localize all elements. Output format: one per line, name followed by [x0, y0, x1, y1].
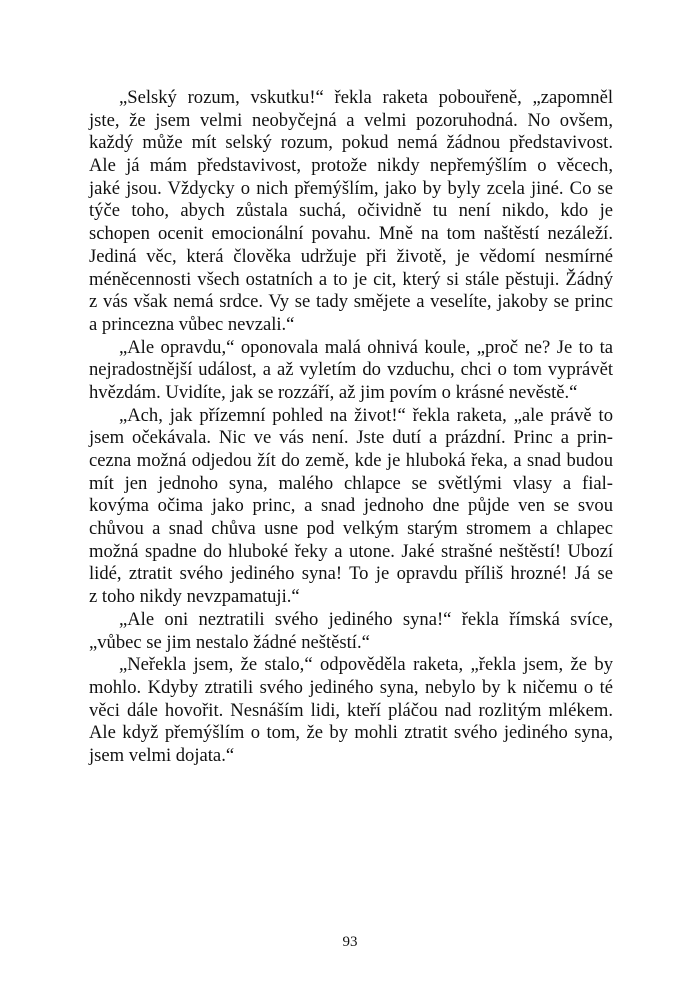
text-line: Ale já mám představivost, protože nikdy nepřemýšlím o věcech, [89, 155, 613, 177]
text-line: mít jen jednoho syna, malého chlapce se světlými vlasy a fial- [89, 472, 613, 494]
text-line: mohlo. Kdyby ztratili svého jediného syna, nebylo by k ničemu o té [89, 676, 613, 698]
body-text [89, 87, 613, 768]
text-line: a princezna vůbec nevzali.“ [89, 313, 295, 335]
text-line: chůvou a snad chůva usne pod velkým starým stromem a chlapec [89, 518, 613, 540]
text-line: z vás však nemá srdce. Vy se tady smějete a veselíte, jakoby se princ [89, 291, 613, 313]
text-line: méněcennosti všech ostatních a to je cit, který si stále pěstuji. Žádný [89, 268, 613, 290]
text-line: jaké jsou. Vždycky o nich přemýšlím, jako by byly zcela jiné. Co se [89, 177, 613, 199]
text-line: cezna možná odjedou žít do země, kde je hluboká řeka, a snad budou [89, 450, 613, 471]
paragraph [89, 654, 613, 767]
paragraph [89, 337, 613, 405]
text-line: „Ale oni neztratili svého jediného syna!“ řekla římská svíce, [119, 608, 613, 630]
paragraph [89, 609, 613, 654]
paragraph [89, 87, 613, 337]
text-line: Ale když přemýšlím o tom, že by mohli ztratit svého jediného syna, [89, 722, 613, 744]
text-line: kovýma očima jako princ, a snad jednoho dne půjde ven se svou [89, 495, 613, 517]
text-line: lidé, ztratit svého jediného syna! To je opravdu příliš hrozné! Já se [89, 563, 613, 585]
page-number: 93 [342, 934, 358, 950]
text-line: „Selský rozum, vskutku!“ řekla raketa pobouřeně, „zapomněl [119, 87, 613, 108]
text-line: z toho nikdy nevzpamatuji.“ [89, 586, 300, 608]
paragraph [89, 405, 613, 609]
text-line: věci dále hovořit. Nesnáším lidi, kteří pláčou nad rozlitým mlékem. [89, 699, 613, 721]
text-line: možná spadne do hluboké řeky a utone. Jaké strašné neštěstí! Ubozí [89, 540, 613, 562]
text-line: „Ale opravdu,“ oponovala malá ohnivá koule, „proč ne? Je to ta [119, 336, 613, 358]
text-line: jste, že jsem velmi neobyčejná a velmi pozoruhodná. No ovšem, [89, 109, 613, 131]
text-line: „Ach, jak přízemní pohled na život!“ řekla raketa, „ale právě to [119, 404, 613, 426]
text-line: „Neřekla jsem, že stalo,“ odpověděla raketa, „řekla jsem, že by [119, 654, 613, 676]
text-line: „vůbec se jim nestalo žádné neštěstí.“ [89, 631, 370, 653]
text-line: jsem velmi dojata.“ [89, 744, 235, 766]
text-line: hvězdám. Uvidíte, jak se rozzáří, až jim povím o krásné nevěstě.“ [89, 381, 578, 403]
text-line: jsem očekávala. Nic ve vás není. Jste dutí a prázdní. Princ a prin- [89, 427, 613, 449]
text-line: každý může mít selský rozum, pokud nemá žádnou představivost. [89, 132, 613, 154]
text-line: nejradostnější událost, a až vyletím do vzduchu, chci o tom vyprávět [89, 359, 613, 381]
text-line: týče toho, abych zůstala suchá, očividně tu není nikdo, kdo je [89, 200, 613, 222]
text-line: Jediná věc, která člověka udržuje při životě, je vědomí nesmírné [89, 245, 613, 267]
text-line: schopen ocenit emocionální povahu. Mně na tom naštěstí nezáleží. [89, 223, 613, 245]
